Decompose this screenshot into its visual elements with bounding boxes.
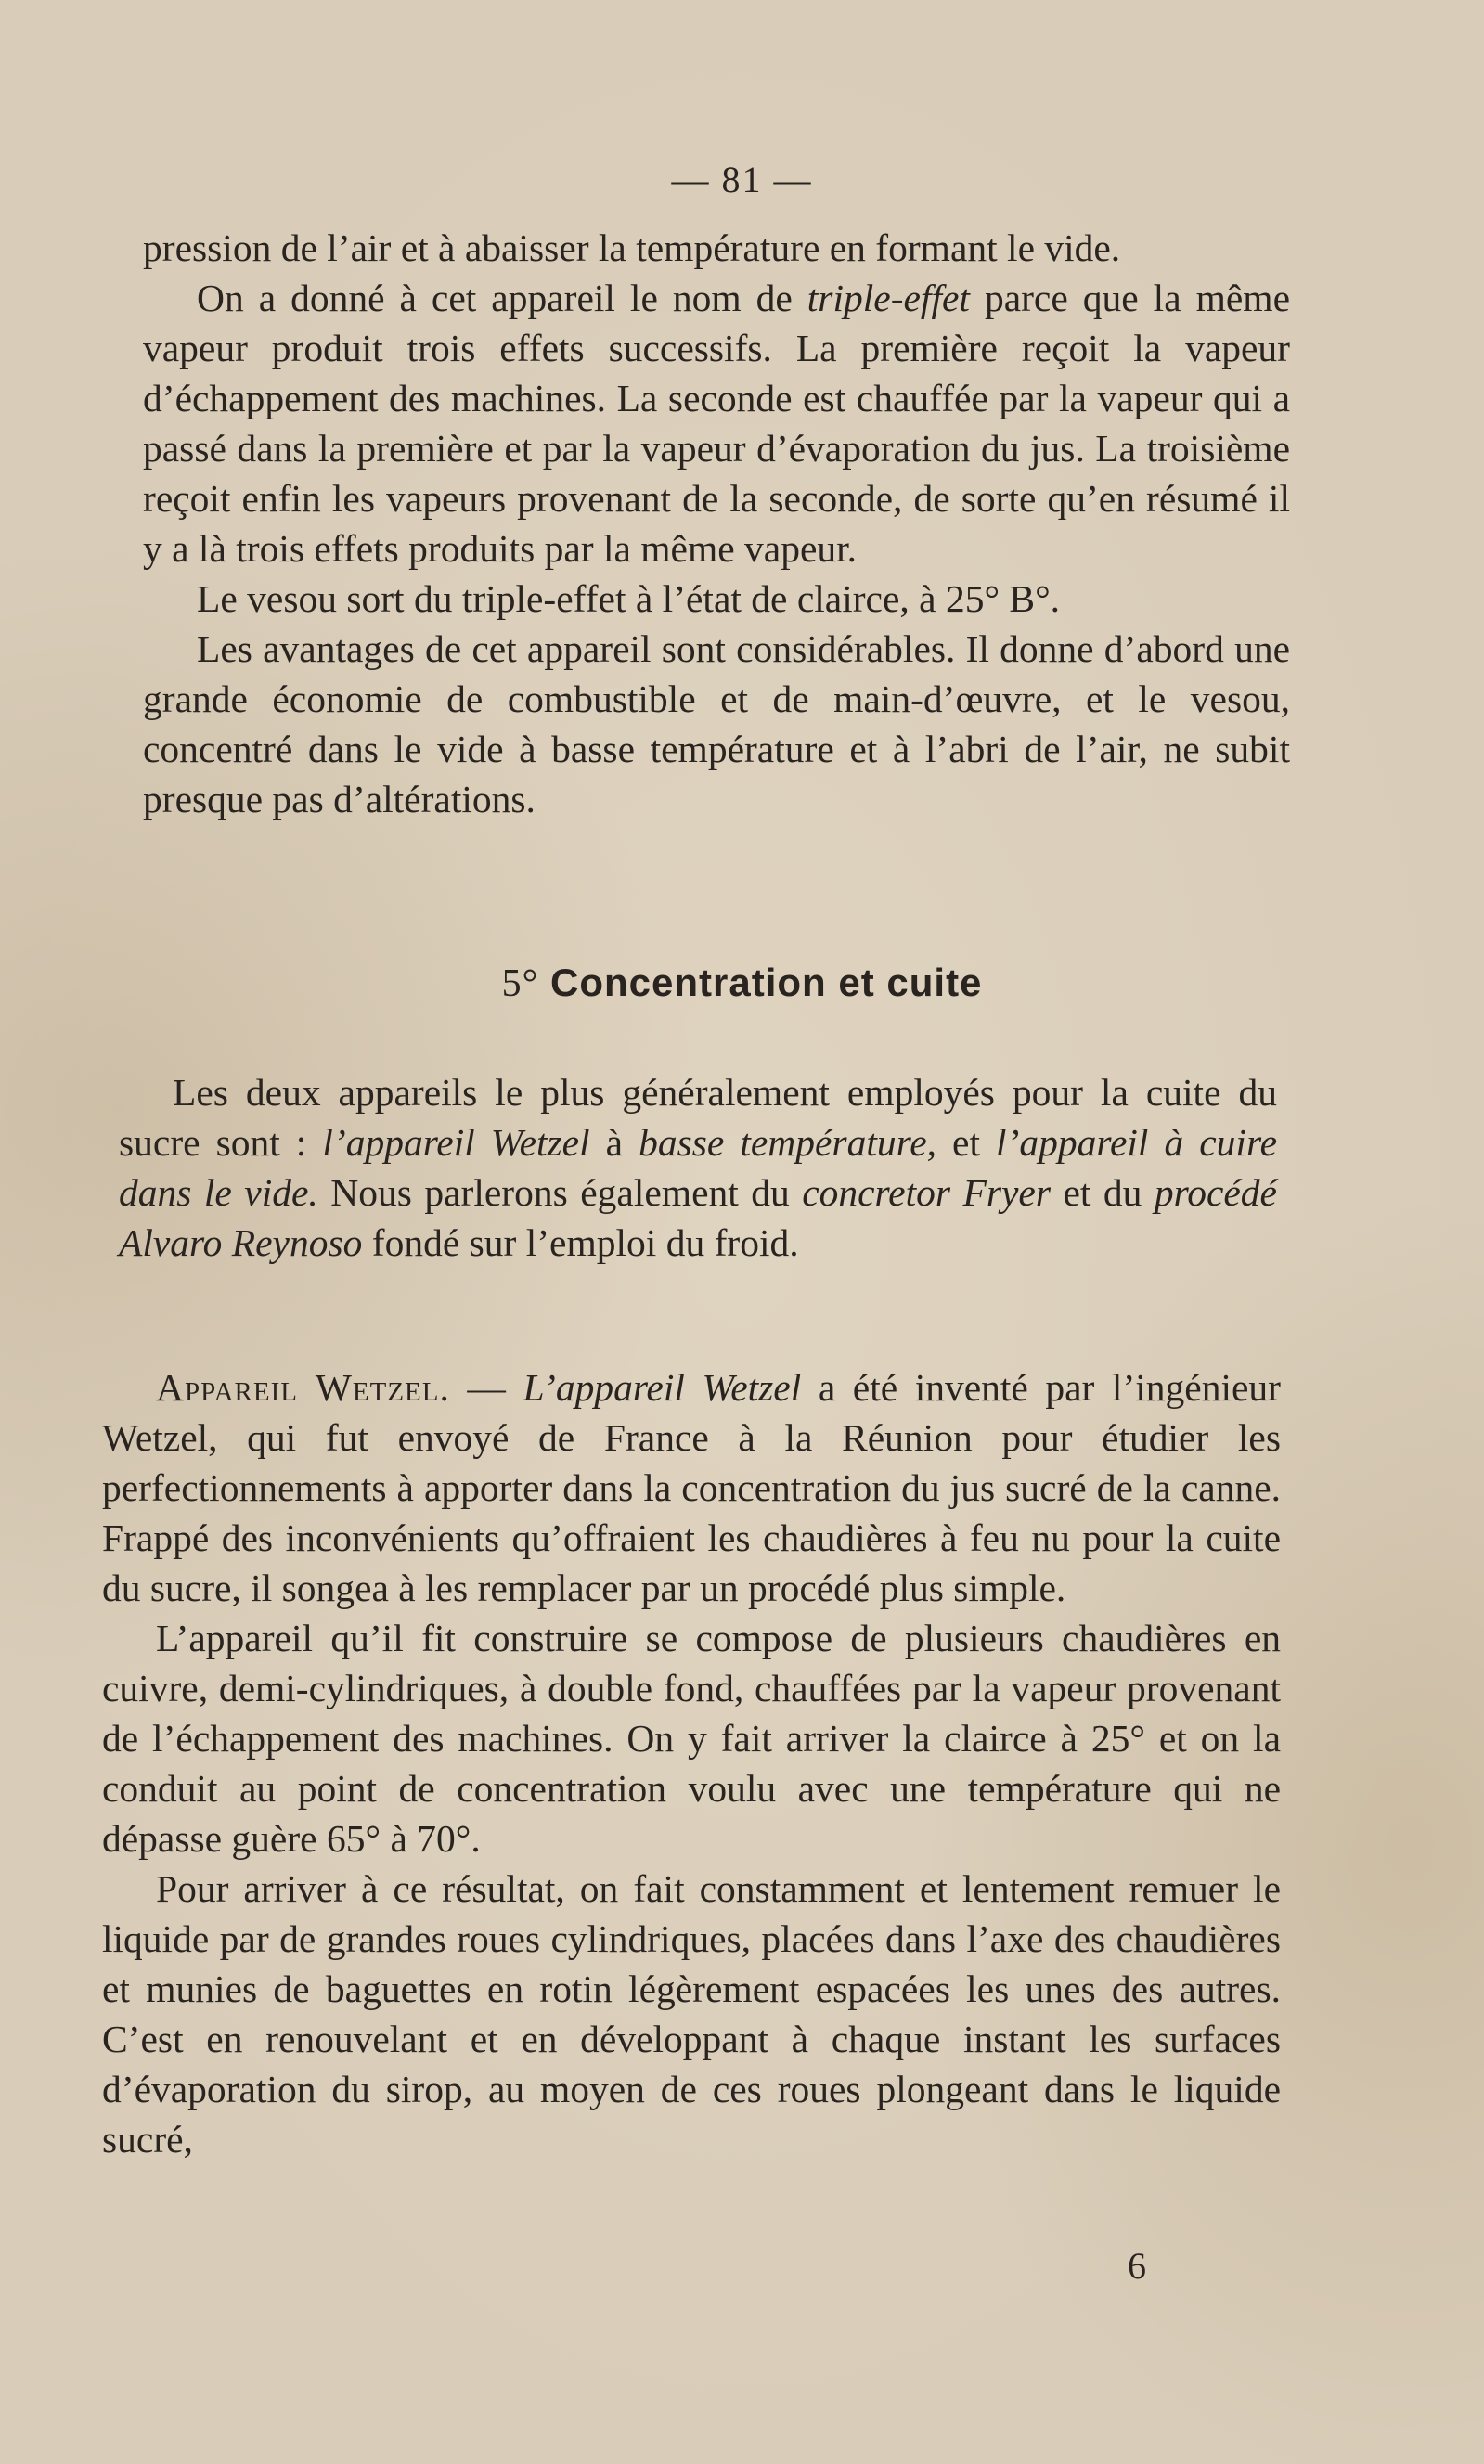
text-run: Les deux appareils le plus généralement employés pour la cuite du sucre sont : bbox=[119, 1071, 1277, 1164]
text-run: fondé sur l’emploi du froid. bbox=[362, 1221, 799, 1264]
text-block-wetzel bbox=[102, 1362, 1281, 2164]
page-number: — 81 — bbox=[671, 159, 813, 200]
text-run: On a donné à cet appareil le nom de bbox=[197, 277, 807, 319]
paragraph-continuation: pression de l’air et à abaisser la température en formant le vide. bbox=[143, 226, 1121, 269]
section-number: 5° bbox=[501, 962, 539, 1005]
text-run: à bbox=[589, 1121, 639, 1164]
paragraph-vesou: Le vesou sort du triple-effet à l’état de clairce, à 25° B°. bbox=[197, 577, 1061, 620]
paragraph-construction: L’appareil qu’il fit construire se compose de plusieurs chaudières en cuivre, demi-cylindriques, à double fond, chauffées par la vapeur provenant de l’échappement des machines. On y fait arriver la clairce à 25° et on la conduit au point de concentration voulu avec une température qui ne dépasse guère 65° à 70°. bbox=[102, 1617, 1281, 1860]
section-heading bbox=[0, 961, 1484, 1006]
text-run: parce que la même vapeur produit trois effets successifs. La première reçoit la vapeur d’échappement des machines. La seconde est chauffée par la vapeur qui a passé dans la première et par la vapeur d’évaporation du jus. La troisième reçoit enfin les vapeurs provenant de la seconde, de sorte qu’en résumé il y a là trois effets produits par la même vapeur. bbox=[143, 277, 1290, 570]
italic-term: l’appareil Wetzel bbox=[322, 1121, 590, 1164]
text-run: et bbox=[936, 1121, 997, 1164]
italic-term: concretor Fryer bbox=[802, 1171, 1051, 1214]
paragraph-result: Pour arriver à ce résultat, on fait constamment et lentement remuer le liquide par de grandes roues cylindriques, placées dans l’axe des chaudières et munies de baguettes en rotin légèrement espacées les unes des autres. C’est en renouvelant et en développant à chaque instant les surfaces d’évaporation du sirop, au moyen de ces roues plongeant dans le liquide sucré, bbox=[102, 1867, 1281, 2161]
section-title: Concentration et cuite bbox=[550, 961, 983, 1004]
italic-term: procédé Alvaro Reynoso bbox=[119, 1171, 1277, 1264]
text-run: Nous parlerons également du bbox=[317, 1171, 803, 1214]
text-block-triple-effet bbox=[143, 223, 1290, 824]
paragraph-triple-effet bbox=[143, 273, 1290, 574]
signature-mark: 6 bbox=[1128, 2245, 1146, 2287]
italic-term: triple-effet bbox=[807, 277, 970, 319]
italic-term: L’appareil Wetzel bbox=[523, 1366, 802, 1409]
text-run: et du bbox=[1050, 1171, 1155, 1214]
paragraph-advantages: Les avantages de cet appareil sont considérables. Il donne d’abord une grande économie de combustible et de main-d’œuvre, et le vesou, concentré dans le vide à basse température et à l’abri de l’air, ne subit presque pas d’altérations. bbox=[143, 627, 1290, 820]
text-run: — bbox=[449, 1366, 523, 1409]
text-run: a été inventé par l’ingénieur Wetzel, qui fut envoyé de France à la Réunion pour étudier les perfectionnements à apporter dans la concentration du jus sucré de la canne. Frappé des inconvénients qu’offraient les chaudières à feu nu pour la cuite du sucre, il songea à les remplacer par un procédé plus simple. bbox=[102, 1366, 1281, 1609]
text-block-intro bbox=[119, 1067, 1277, 1268]
paragraph-intro bbox=[119, 1067, 1277, 1268]
run-in-heading: Appareil Wetzel. bbox=[156, 1366, 450, 1409]
paragraph-wetzel bbox=[102, 1362, 1281, 1613]
italic-term: basse température, bbox=[639, 1121, 937, 1164]
italic-term: l’appareil à cuire dans le vide. bbox=[119, 1121, 1277, 1214]
